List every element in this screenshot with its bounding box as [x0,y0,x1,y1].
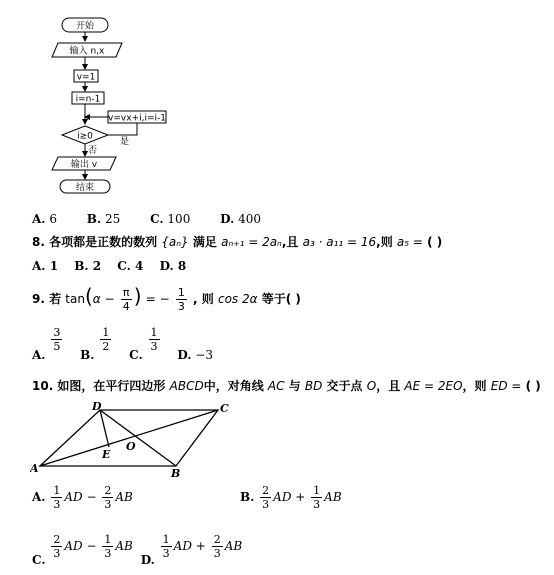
q10-option-c-op: − [86,539,97,553]
q10-text-e: ，且 [376,379,401,393]
q7-option-c-label: C. [150,212,164,226]
flow-loop-text: v=vx+i,i=i-1 [108,113,166,124]
q9-tan: tan [65,292,85,306]
q8-option-d-value: 8 [177,259,187,273]
q10-option-a-op: − [86,490,97,504]
q10-option-a-v2: AB [115,490,133,504]
q10-option-b-d1: 3 [262,498,270,511]
q10-option-d-n1: 1 [162,533,170,546]
q8-option-c-label: C. [117,259,131,273]
q10-ac: AC [267,379,285,393]
q10-option-b [240,484,342,511]
q9-option-d-label: D. [177,348,192,362]
q10-option-d-v1: AD [173,539,192,553]
q9-option-c-label: C. [129,348,143,362]
q9-text-b: , 则 [193,292,214,306]
q10-option-b-n1: 2 [262,484,270,497]
q10-option-b-v2: AB [324,490,342,504]
q10-option-a-v1: AD [64,490,83,504]
q9-option-b-num: 1 [102,326,110,339]
q9-option-d-value: −3 [195,348,214,362]
q8-option-b-value: 2 [92,259,102,273]
q10-text-b: 中，对角线 [203,379,264,393]
q9-option-a-label: A. [32,348,46,362]
q9-stem: 9. 若 tan(α − $\frac{\pi}{4}$ ) = − $\frac{1}{3}$ , 则 cos 2α 等于( ) [32,284,301,313]
q10-option-b-label: B. [240,490,255,504]
q10-option-b-op: + [295,490,306,504]
q9-option-a-value [51,326,62,353]
q9-pi-over-4 [121,286,132,313]
q10-bd: BD [304,379,323,393]
q9-alpha-minus: α − [92,292,115,306]
q7-option-a-value: 6 [49,212,57,226]
q10-option-b-d2: 3 [313,498,321,511]
parallelogram-figure [30,398,240,478]
q7-option-b-label: B. [86,212,102,226]
q10-option-d-v2: AB [224,539,243,553]
q10-option-a [32,484,133,511]
diagonal-bd [100,410,176,466]
q10-option-b-v1: AD [273,490,292,504]
q9-pi: π [121,286,132,300]
flow-init-v-text: v=1 [76,72,96,83]
q8-option-a-value: 1 [49,259,59,273]
q8-option-c-value: 4 [135,259,144,273]
figure-label-b: B [171,467,181,478]
q9-three: 3 [177,300,185,313]
q10-option-a-n1: 1 [53,484,61,497]
q7-options [32,212,261,226]
q8-options [32,259,186,273]
figure-label-c: C [220,402,229,415]
q10-option-a-d2: 3 [104,498,112,511]
q7-option-c-value: 100 [167,212,191,226]
q10-o: O [366,379,377,393]
flow-yes-label: 是 [120,137,130,147]
q10-text-a: 10. 如图，在平行四边形 [32,379,166,393]
q8-text-a: 8. 各项都是正数的数列 [32,235,158,249]
q9-text-a: 9. 若 [32,292,62,306]
q10-option-a-n2: 2 [104,484,112,497]
q10-option-c-v2: AB [115,539,133,553]
q8-option-a-label: A. [32,259,46,273]
q9-option-b-value [100,326,111,353]
q9-option-b-den: 2 [102,340,110,353]
diagonal-ac [40,410,218,466]
q9-equals: = − [145,292,170,306]
q9-option-b-label: B. [80,348,95,362]
q8-option-d-label: D. [159,259,174,273]
q10-option-d-label: D. [140,553,155,567]
q8-answer-paren: ( ) [427,235,443,249]
q10-text-c: 与 [288,379,301,393]
q9-one-third [176,286,187,313]
q10-answer-paren: ( ) [525,379,541,393]
q10-option-a-label: A. [32,490,46,504]
figure-label-e: E [102,448,111,461]
q9-option-a-den: 5 [53,340,61,353]
q10-option-b-n2: 1 [313,484,321,497]
q8-option-b-label: B. [74,259,89,273]
q9-option-c-den: 3 [150,340,158,353]
q9-cos: cos 2α [217,292,258,306]
q8-text-d: ,则 [376,235,393,249]
flow-end-text: 结束 [75,183,95,193]
q8-stem [32,233,442,250]
q10-option-c-n2: 1 [104,533,112,546]
q8-condition-2: a₃ · a₁₁ = 16 [302,235,377,249]
figure-label-a: A [30,462,39,475]
q10-option-c-label: C. [32,553,46,567]
q9-text-c: 等于( ) [261,292,301,306]
q10-abcd: ABCD [169,379,204,393]
q7-option-d-label: D. [220,212,235,226]
figure-label-o: O [126,440,136,453]
flow-start-text: 开始 [75,21,95,32]
q10-option-c-d1: 3 [53,547,61,560]
q9-option-c-num: 1 [150,326,158,339]
q10-option-c-v1: AD [64,539,83,553]
figure-label-d: D [92,400,102,413]
q8-sequence: {aₙ} [161,235,189,249]
q9-option-a-num: 3 [53,326,61,339]
q10-ed: ED = [490,379,522,393]
flow-input-text: 输入 n,x [69,46,105,57]
q10-option-c-n1: 2 [53,533,61,546]
q10-option-d-d1: 3 [162,547,170,560]
q9-one: 1 [177,286,185,299]
q10-text-f: ，则 [462,379,487,393]
q9-options [32,326,213,362]
q10-stem [32,377,541,394]
q10-option-c-d [32,533,242,567]
q10-text-d: 交于点 [326,379,363,393]
flow-no-label: 否 [88,146,98,156]
q8-text-c: ,且 [281,235,299,249]
q9-option-c-value [149,326,160,353]
q10-option-a-d1: 3 [53,498,61,511]
flow-condition-text: i≥0 [77,131,93,142]
q10-option-d-d2: 3 [213,547,221,560]
flow-init-i-text: i=n-1 [75,94,101,105]
q10-option-c-d2: 3 [104,547,112,560]
flowchart [40,10,200,200]
q10-ae: AE = 2EO [404,379,463,393]
q8-ask: a₅ = [396,235,423,249]
q8-text-b: 满足 [192,235,217,249]
flow-output-text: 输出 v [70,160,98,170]
q7-option-a-label: A. [32,212,46,226]
q8-condition-1: aₙ₊₁ = 2aₙ [221,235,282,249]
q7-option-d-value: 400 [238,212,262,226]
q10-option-d-n2: 2 [213,533,221,546]
q7-option-b-value: 25 [104,212,121,226]
q10-option-d-op: + [195,539,206,553]
q9-four: 4 [122,300,130,313]
